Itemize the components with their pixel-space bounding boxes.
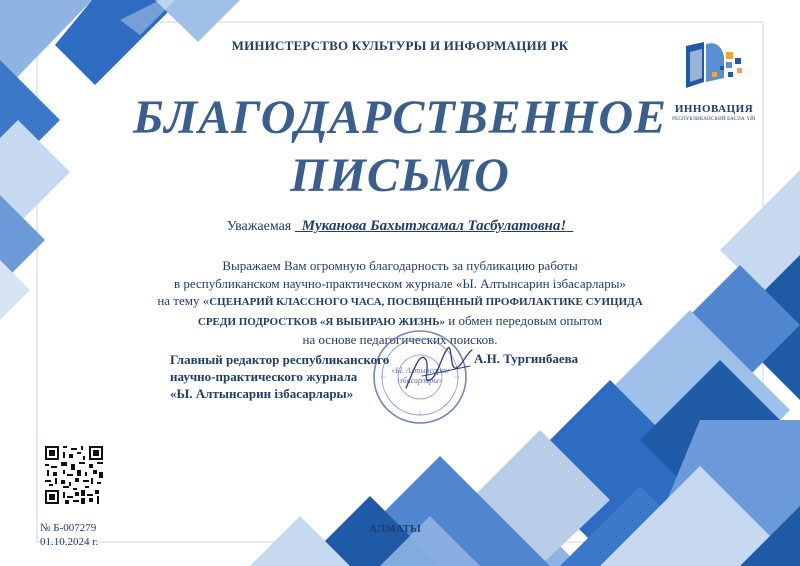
qr-code-icon (45, 446, 103, 504)
topic-line2: СРЕДИ ПОДРОСТКОВ «Я ВЫБИРАЮ ЖИЗНЬ» (197, 315, 445, 328)
stamp-text-line2: ізбасарлары» (397, 376, 443, 385)
body-line: Выражаем Вам огромную благодарность за публикацию работы (222, 258, 578, 273)
body-line-topic (150, 292, 650, 312)
salutation: Уважаемая (226, 219, 292, 234)
body-line: в республиканском научно-практическом журнале «Ы. Алтынсарин ізбасарлары» (174, 275, 626, 291)
document-title-line1: БЛАГОДАРСТВЕННОЕ (132, 91, 668, 144)
recipient-name: Муканова Бахытжамал Тасбулатовна! (301, 218, 567, 234)
document-number-block (40, 521, 98, 549)
ministry-header: МИНИСТЕРСТВО КУЛЬТУРЫ И ИНФОРМАЦИИ РК (231, 38, 569, 53)
document-number: № Б-007279 (40, 522, 97, 534)
city: АЛМАТЫ (369, 523, 421, 535)
position-line: научно-практического журнала (170, 369, 358, 384)
editor-position (170, 351, 389, 402)
logo-subtitle: РЕСПУБЛИКАНСКИЙ БАСПА ҮЙІ (672, 117, 756, 122)
document-title-line2: ПИСЬМО (290, 149, 510, 202)
topic-suffix: и обмен передовым опытом (444, 312, 603, 328)
greeting (0, 218, 800, 235)
logo-name: ИННОВАЦИЯ (674, 103, 754, 115)
position-line: «Ы. Алтынсарин ізбасарлары» (170, 386, 354, 401)
body-line: на основе педагогических поисков. (302, 332, 498, 347)
stamp-text-line1: «Ы. Алтынсарин (391, 366, 449, 375)
position-line: Главный редактор республиканского (170, 352, 390, 367)
topic-prefix: на тему « (157, 293, 210, 308)
signer-name: А.Н. Тургинбаева (474, 351, 579, 366)
document-date: 01.10.2024 г. (40, 536, 99, 548)
handwritten-signature-icon (400, 340, 480, 400)
topic-line1: СЦЕНАРИЙ КЛАССНОГО ЧАСА, ПОСВЯЩЁННЫЙ ПРОФИЛАКТИКЕ СУИЦИДА (209, 296, 643, 308)
